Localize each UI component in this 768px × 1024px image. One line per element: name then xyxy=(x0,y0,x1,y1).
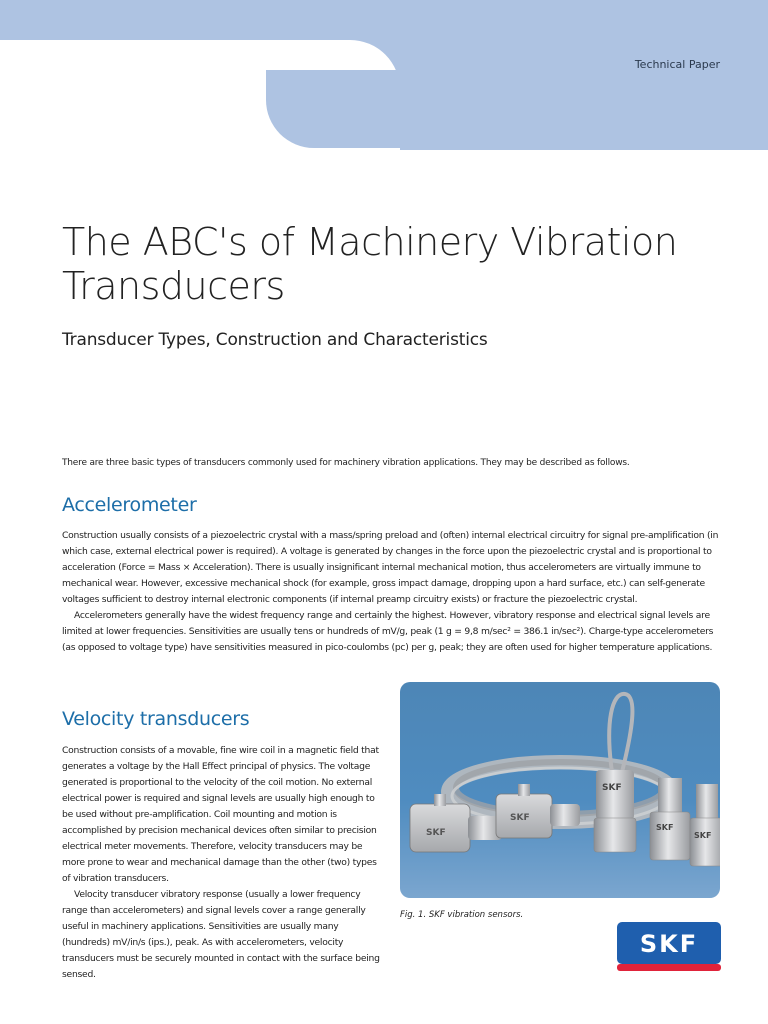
page-title: The ABC's of Machinery Vibration Transducers xyxy=(62,220,678,308)
document-type-label: Technical Paper xyxy=(634,58,720,71)
header-band-tab xyxy=(266,70,768,148)
vibration-sensors-illustration xyxy=(400,682,720,898)
svg-text:SKF: SKF xyxy=(694,831,712,840)
skf-logo-mark xyxy=(617,922,721,972)
svg-text:SKF: SKF xyxy=(602,783,622,793)
svg-text:SKF: SKF xyxy=(426,828,446,838)
svg-text:SKF: SKF xyxy=(639,930,699,958)
sensors-photo xyxy=(400,682,720,898)
section-heading-accelerometer: Accelerometer xyxy=(62,494,197,516)
accelerometer-body xyxy=(62,528,722,656)
page-subtitle: Transducer Types, Construction and Characteristics xyxy=(62,330,488,350)
paragraph: Velocity transducer vibratory response (usually a lower frequency range than accelerometers) and signal levels cover a range generally useful in machinery applications. Sensitivities are usually many (hundreds) mV/in/s (ips.), peak. As with accelerometers, velocity transducers must be securely mounted in contact with the surface being sensed. xyxy=(62,889,380,980)
paragraph: Accelerometers generally have the widest frequency range and certainly the highest. However, vibratory response and electrical signal levels are limited at lower frequencies. Sensitivities are usually tens or hundreds of mV/g, peak (1 g = 9,8 m/sec² = 386.1 in/sec²). Charge-type accelerometers (as opposed to voltage type) have sensitivities measured in pico-coulombs (pc) per g, peak; they are often used for higher temperature applications. xyxy=(62,610,714,653)
section-heading-velocity-transducers: Velocity transducers xyxy=(62,708,250,730)
skf-logo xyxy=(617,922,721,972)
velocity-transducers-body xyxy=(62,743,387,983)
paragraph: Construction consists of a movable, fine wire coil in a magnetic field that generates a voltage by the Hall Effect principal of physics. The voltage generated is proportional to the velocity of the coil motion. No external electrical power is required and signal levels are usually high enough to be used without pre-amplification. Coil mounting and motion is accomplished by precision mechanical devices often similar to precision electrical meter movements. Therefore, velocity transducers may be more prone to wear and mechanical damage than the other (two) types of vibration transducers. xyxy=(62,745,379,884)
svg-text:SKF: SKF xyxy=(510,813,530,823)
intro-text: There are three basic types of transducers commonly used for machinery vibration applications. They may be described as follows. xyxy=(62,458,630,468)
svg-text:SKF: SKF xyxy=(656,823,674,832)
figure-caption: Fig. 1. SKF vibration sensors. xyxy=(400,910,524,920)
paragraph: Construction usually consists of a piezoelectric crystal with a mass/spring preload and (often) internal electrical circuitry for signal pre-amplification (in which case, external electrical power is required). A voltage is generated by changes in the force upon the piezoelectric crystal and is proportional to acceleration (Force = Mass × Acceleration). There is usually insignificant internal mechanical motion, thus accelerometers are virtually immune to mechanical wear. However, excessive mechanical shock (for example, gross impact damage, dropping upon a hard surface, etc.) can self-generate voltages sufficient to destroy internal electronic components (if internal preamp circuitry exists) or fracture the piezoelectric crystal. xyxy=(62,530,719,605)
